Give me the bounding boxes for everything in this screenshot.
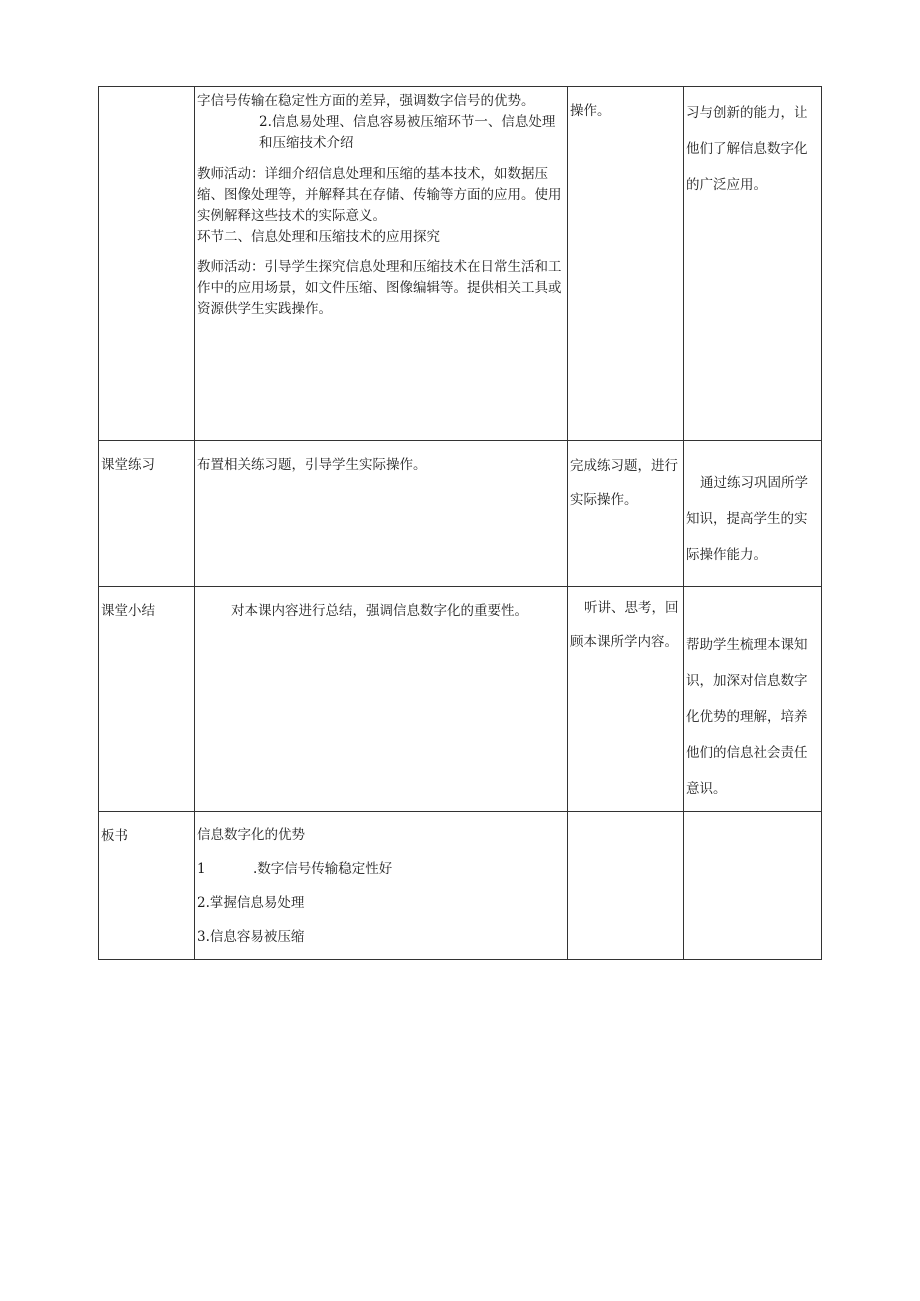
table-row: [99, 587, 822, 812]
blackboard-title: 信息数字化的优势: [197, 827, 305, 843]
table-row: [99, 441, 822, 587]
text-line: 和压缩技术介绍: [259, 134, 354, 151]
row-label: 板书: [101, 828, 128, 844]
teacher-activity-cell: [195, 441, 568, 587]
design-intent-cell: [684, 87, 822, 441]
row-label: 课堂练习: [101, 457, 155, 473]
text-paragraph: 教师活动：详细介绍信息处理和压缩的基本技术，如数据压缩、图像处理等，并解释其在存储、传输等方面的应用。使用实例解释这些技术的实际意义。: [197, 165, 562, 224]
text-line: 字信号传输在稳定性方面的差异，强调数字信号的优势。: [197, 93, 535, 109]
text-paragraph: 操作。: [570, 103, 611, 119]
blackboard-cell: [195, 812, 568, 960]
item-text: .数字信号传输稳定性好: [253, 861, 393, 877]
row-label-cell: [99, 87, 195, 441]
text-line: 2.信息易处理、信息容易被压缩环节一、信息处理: [259, 113, 556, 130]
design-intent-cell: [684, 812, 822, 960]
blackboard-item: 3.信息容易被压缩: [197, 929, 305, 945]
text-paragraph: 完成练习题，进行实际操作。: [570, 458, 678, 508]
text-line: 环节二、信息处理和压缩技术的应用探究: [197, 228, 440, 245]
text-paragraph: [568, 812, 683, 820]
text-paragraph: 教师活动：引导学生探究信息处理和压缩技术在日常生活和工作中的应用场景，如文件压缩、图像编辑等。提供相关工具或资源供学生实践操作。: [197, 259, 562, 318]
text-paragraph: 布置相关练习题，引导学生实际操作。: [197, 457, 427, 473]
row-label-cell: [99, 441, 195, 587]
row-label: 课堂小结: [101, 603, 155, 619]
teacher-activity-cell: [195, 587, 568, 812]
lesson-plan-table: [98, 86, 822, 960]
row-label-cell: [99, 812, 195, 960]
text-paragraph: [684, 812, 821, 820]
teacher-activity-cell: [195, 87, 568, 441]
text-paragraph: 听讲、思考，回顾本课所学内容。: [570, 600, 679, 650]
design-intent-cell: [684, 587, 822, 812]
table-row: [99, 812, 822, 960]
row-label-cell: [99, 587, 195, 812]
design-intent-cell: [684, 441, 822, 587]
text-paragraph: 帮助学生梳理本课知识，加深对信息数字化优势的理解，培养他们的信息社会责任意识。: [686, 637, 808, 797]
student-activity-cell: [568, 87, 684, 441]
table-row: [99, 87, 822, 441]
text-paragraph: 对本课内容进行总结，强调信息数字化的重要性。: [231, 603, 528, 619]
text-paragraph: 习与创新的能力，让他们了解信息数字化的广泛应用。: [686, 105, 808, 193]
blackboard-item: 2.掌握信息易处理: [197, 895, 305, 911]
text-paragraph: 通过练习巩固所学知识，提高学生的实际操作能力。: [686, 475, 808, 563]
blackboard-item: [197, 852, 565, 886]
student-activity-cell: [568, 441, 684, 587]
student-activity-cell: [568, 587, 684, 812]
item-number: 1: [197, 861, 206, 877]
student-activity-cell: [568, 812, 684, 960]
